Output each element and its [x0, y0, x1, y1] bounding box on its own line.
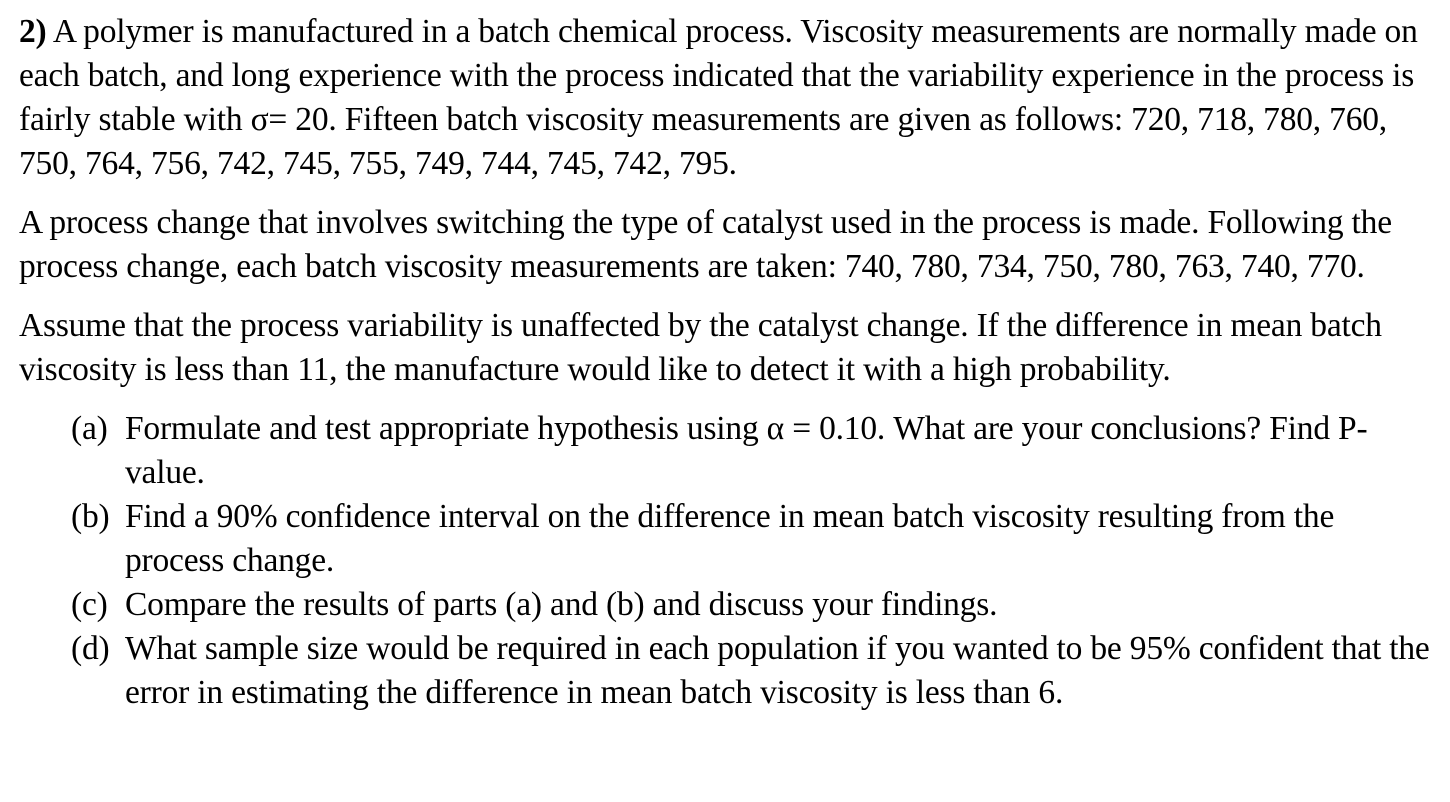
- part-text: Compare the results of parts (a) and (b) and discuss your findings.: [125, 586, 998, 623]
- part-text: What sample size would be required in each population if you wanted to be 95% confident that the error in estimating the difference in mean batch viscosity is less than 6.: [125, 630, 1430, 711]
- question-number: 2): [19, 13, 47, 50]
- part-text: Formulate and test appropriate hypothesis using α = 0.10. What are your conclusions? Find P-value.: [125, 410, 1368, 491]
- assumption: [19, 304, 1431, 392]
- part-c: [71, 583, 1431, 627]
- problem-intro: [19, 10, 1431, 186]
- part-label: (c): [71, 586, 108, 623]
- part-label: (d): [71, 630, 110, 667]
- part-label: (a): [71, 410, 108, 447]
- process-change-text: A process change that involves switching the type of catalyst used in the process is made. Following the process change, each batch viscosity measurements are taken: 740, 780, 734, 750, 780, 763, 740, 770.: [19, 204, 1392, 285]
- intro-text: A polymer is manufactured in a batch chemical process. Viscosity measurements are normally made on each batch, and long experience with the process indicated that the variability experience in the process is fairly stable with σ= 20. Fifteen batch viscosity measurements are given as follows: 720, 718, 780, 760, 750, 764, 756, 742, 745, 755, 749, 744, 745, 742, 795.: [19, 13, 1418, 182]
- intro-paragraph: [19, 10, 1431, 186]
- assumption-text: Assume that the process variability is unaffected by the catalyst change. If the difference in mean batch viscosity is less than 11, the manufacture would like to detect it with a high probability.: [19, 307, 1382, 388]
- part-a: [71, 407, 1431, 495]
- process-change: [19, 201, 1431, 289]
- part-label: (b): [71, 498, 110, 535]
- question-parts: [19, 407, 1431, 715]
- problem-2: [19, 10, 1431, 715]
- part-text: Find a 90% confidence interval on the difference in mean batch viscosity resulting from the process change.: [125, 498, 1335, 579]
- part-b: [71, 495, 1431, 583]
- part-d: [71, 627, 1431, 715]
